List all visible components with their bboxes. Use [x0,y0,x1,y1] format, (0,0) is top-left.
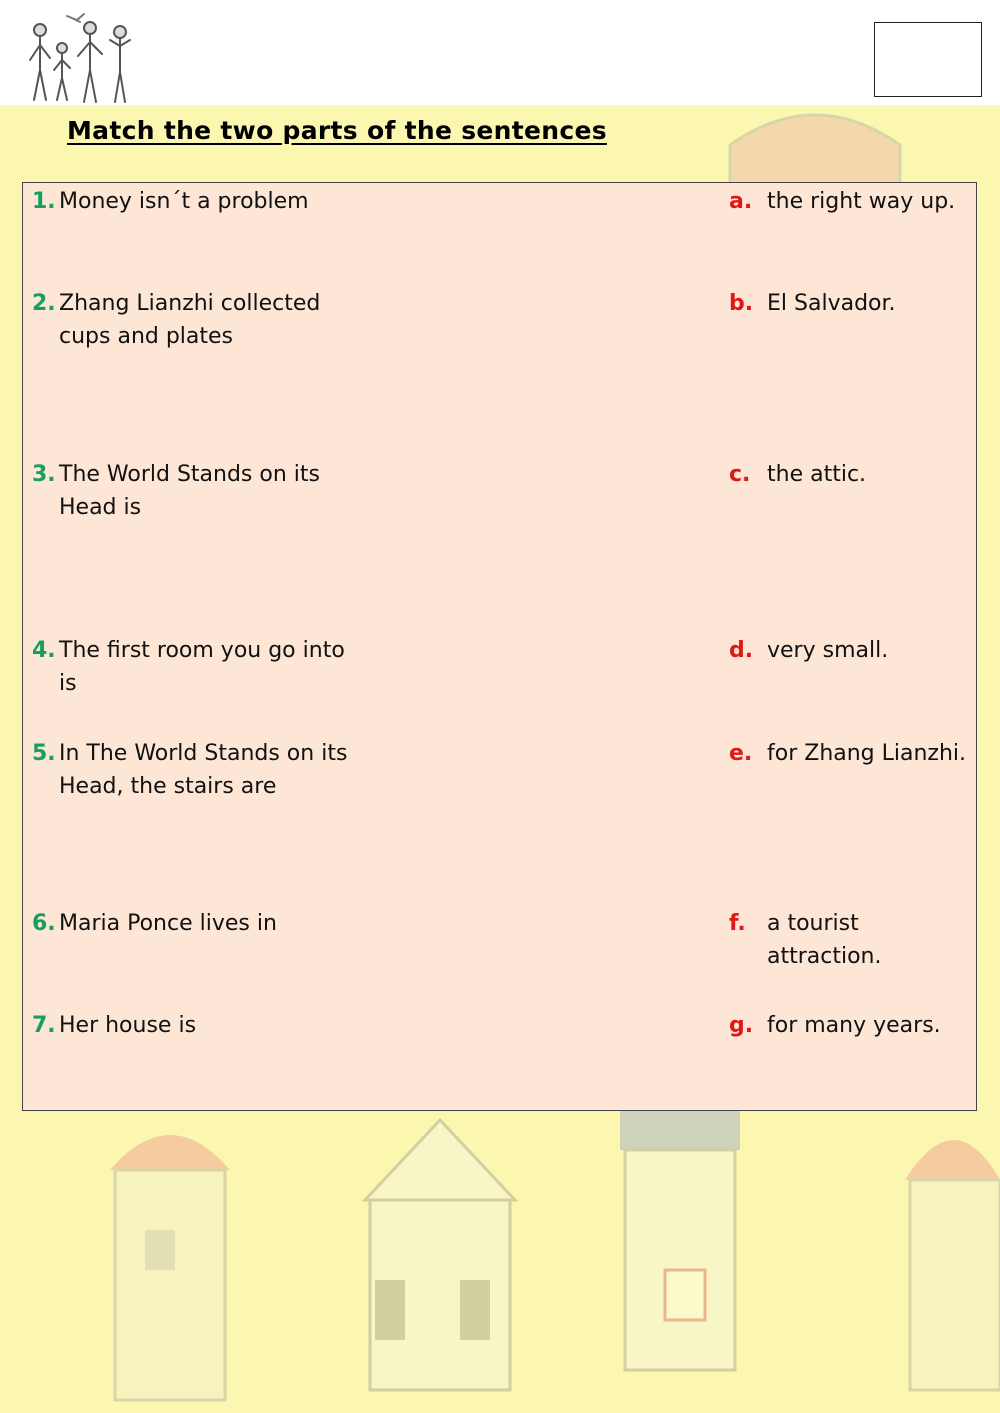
house-illustration [895,1110,1000,1400]
item-text: for Zhang Lianzhi. [767,741,967,766]
house-illustration [100,1110,240,1410]
sentence-end-d [729,634,969,667]
sentence-start-5 [32,737,362,803]
item-text: a tourist attraction. [767,911,882,969]
item-text: for many years. [767,1013,941,1038]
sentence-start-4 [32,634,362,700]
score-box [874,22,982,97]
sentence-end-b [729,287,969,320]
item-letter: c. [729,462,751,487]
item-letter: e. [729,741,753,766]
house-illustration [610,1110,750,1380]
item-letter: f. [729,911,746,936]
item-text: Her house is [59,1013,197,1038]
item-text: The World Stands on its Head is [59,462,320,520]
item-number: 1. [32,189,56,214]
item-number: 3. [32,462,56,487]
item-text: The first room you go into is [59,638,345,696]
sentence-end-a [729,185,969,218]
sentence-start-3 [32,458,362,524]
item-number: 2. [32,291,56,316]
item-number: 4. [32,638,56,663]
item-text: the right way up. [767,189,956,214]
sentence-end-f [729,907,969,973]
item-number: 5. [32,741,56,766]
item-letter: b. [729,291,754,316]
item-number: 7. [32,1013,56,1038]
item-text: El Salvador. [767,291,896,316]
item-number: 6. [32,911,56,936]
sentence-start-1 [32,185,362,218]
item-letter: g. [729,1013,754,1038]
item-text: Money isn´t a problem [59,189,309,214]
page-title: Match the two parts of the sentences [67,116,607,145]
sentence-end-g [729,1009,969,1042]
item-letter: d. [729,638,754,663]
item-letter: a. [729,189,753,214]
house-illustration [350,1110,530,1400]
sentence-start-6 [32,907,362,940]
people-illustration [22,10,140,105]
sentence-end-c [729,458,969,491]
item-text: In The World Stands on its Head, the stairs are [59,741,348,799]
sentence-start-7 [32,1009,362,1042]
matching-panel [22,182,977,1111]
sentence-start-2 [32,287,362,353]
sentence-end-e [729,737,969,770]
item-text: very small. [767,638,889,663]
item-text: the attic. [767,462,867,487]
item-text: Zhang Lianzhi collected cups and plates [59,291,321,349]
item-text: Maria Ponce lives in [59,911,277,936]
